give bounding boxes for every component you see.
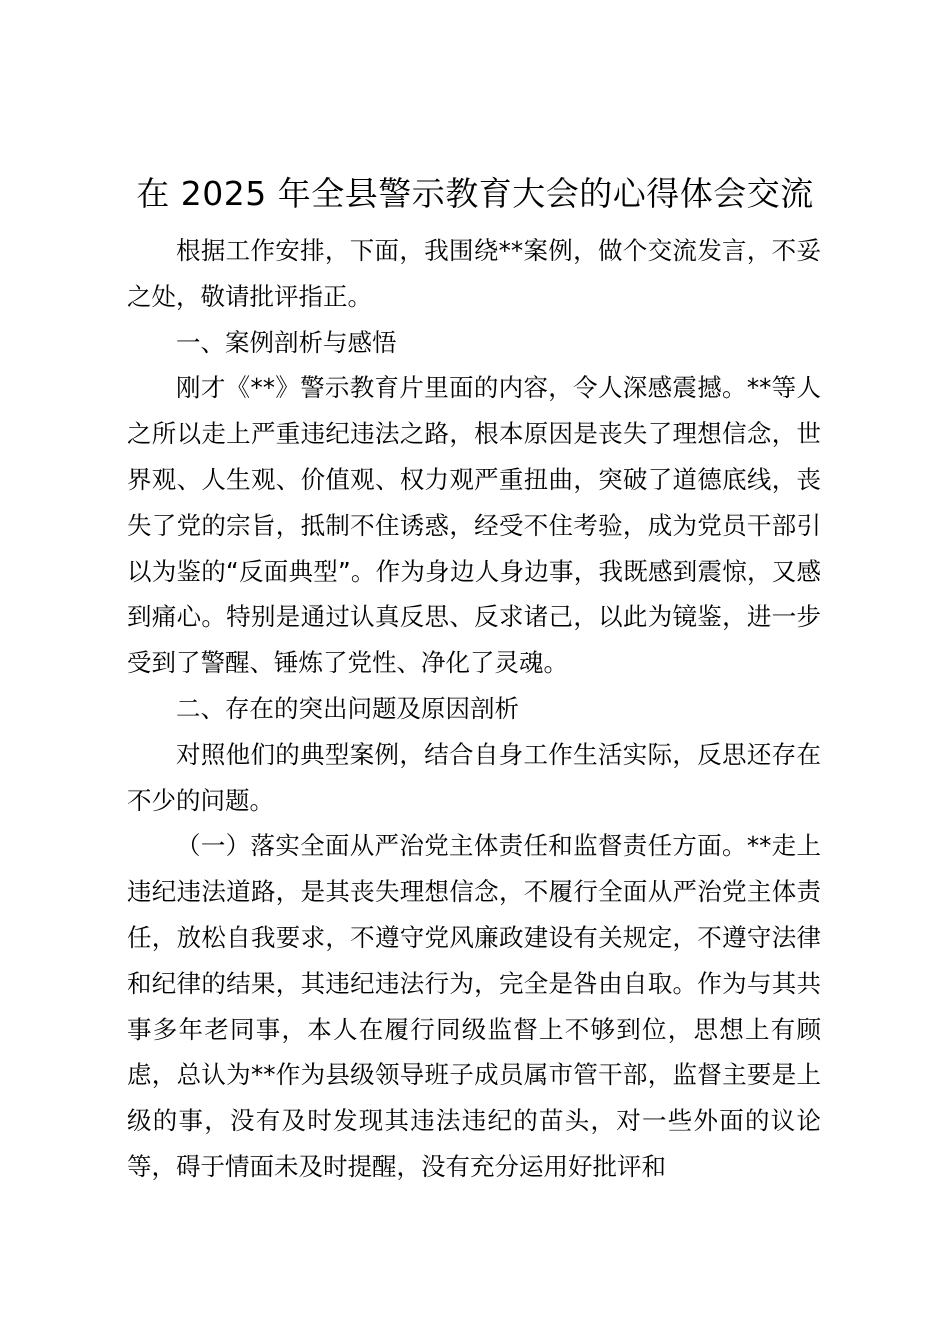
section-heading-1: 一、案例剖析与感悟 [176,327,397,357]
paragraph-subsection-1: （一）落实全面从严治党主体责任和监督责任方面。**走上违纪违法道路，是其丧失理想信念，不履行全面从严治党主体责任，放松自我要求，不遵守党风廉政建设有关规定，不遵守法律和纪律的结果，其违纪违法行为，完全是咎由自取。作为与其共事多年老同事，本人在履行同级监督上不够到位，思想上有顾虑，总认为**作为县级领导班子成员属市管干部，监督主要是上级的事，没有及时发现其违法违纪的苗头，对一些外面的议论等，碍于情面未及时提醒，没有充分运用好批评和 [127,831,821,1181]
paragraph-reflection: 对照他们的典型案例，结合自身工作生活实际，反思还存在不少的问题。 [127,739,821,815]
paragraph-case-analysis: 刚才《**》警示教育片里面的内容，令人深感震撼。**等人之所以走上严重违纪违法之路，根本原因是丧失了理想信念，世界观、人生观、价值观、权力观严重扭曲，突破了道德底线，丧失了党的宗旨，抵制不住诱惑，经受不住考验，成为党员干部引以为鉴的“反面典型”。作为身边人身边事，我既感到震惊，又感到痛心。特别是通过认真反思、反求诸己，以此为镜鉴，进一步受到了警醒、锤炼了党性、净化了灵魂。 [127,373,821,678]
section-heading-2: 二、存在的突出问题及原因剖析 [176,693,519,723]
document-title: 在 2025 年全县警示教育大会的心得体会交流 [136,174,814,213]
paragraph-intro: 根据工作安排，下面，我围绕**案例，做个交流发言，不妥之处，敬请批评指正。 [127,236,821,311]
document-body [127,228,821,1190]
